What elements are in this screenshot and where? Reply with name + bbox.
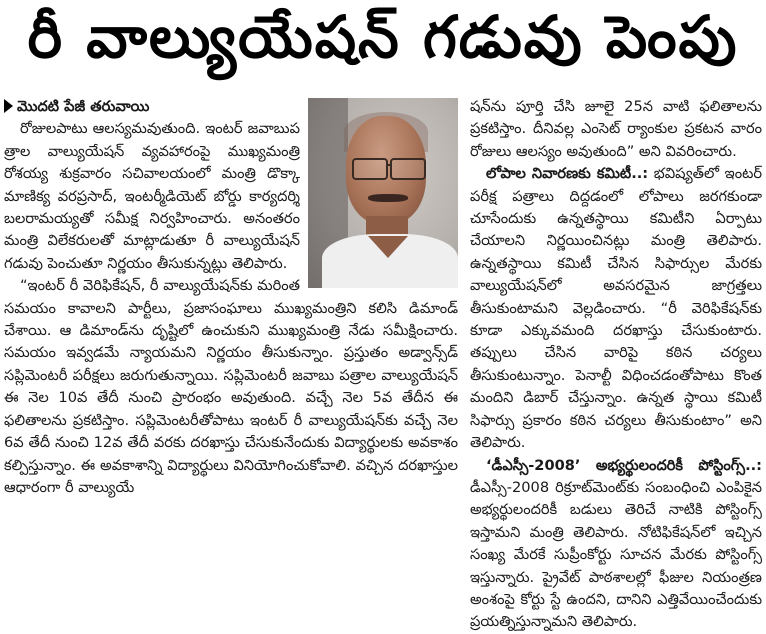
article-left-column bbox=[4, 96, 458, 499]
article-section bbox=[470, 455, 762, 634]
triangle-marker-icon bbox=[4, 99, 13, 113]
headline: రీ వాల్యుయేషన్ గడువు పెంపు bbox=[27, 2, 739, 71]
continued-from-page-one: మొదటి పేజీ తరువాయి bbox=[17, 98, 150, 115]
section-heading: ‘డీఎస్సీ-2008’ అభ్యర్థులందరికీ పోస్టింగ్స్..: bbox=[486, 456, 762, 474]
section-body: డీఎస్సీ-2008 రిక్రూట్‌మెంట్‌కు సంబంధించి ఎంపికైన అభ్యర్థులందరికీ బడులు తెరిచే నాటికి పోస్టింగ్స్ ఇస్తామని మంత్రి తెలిపారు. నోటిఫికేషన్‌లో ఇచ్చిన సంఖ్య మేరకే సుప్రీంకోర్టు సూచన మేరకు పోస్టింగ్స్ ఇస్తున్నారు. ప్రైవేట్ పాఠశాలల్లో ఫీజుల నియంత్రణ అంశంపై కోర్టు స్టే ఉందని, దానిని ఎత్తివేయించేందుకు ప్రయత్నిస్తున్నామని తెలిపారు. bbox=[470, 478, 762, 631]
section-body: భవిష్యత్‌లో ఇంటర్ పరీక్ష పత్రాలు దిద్దడంలో లోపాలు జరగకుండా చూసేందుకు ఉన్నతస్థాయి కమిటీని ఏర్పాటు చేయాలని నిర్ణయించినట్లు మంత్రి తెలిపారు. ఉన్నతస్థాయి కమిటీ చేసిన సిఫార్సుల మేరకు వాల్యుయేషన్‌లో అవసరమైన జాగ్రత్తలు తీసుకుంటామని వెల్లడించారు. “రీ వెరిఫికేషన్‌కు కూడా ఎక్కువమంది దరఖాస్తు చేసుకుంటారు. తప్పులు చేసిన వారిపై కఠిన చర్యలు తీసుకుంటున్నాం. పెనాల్టీ విధించడంతోపాటు కొంత మందిని డిబార్ చేస్తున్నాం. ఉన్నత స్థాయి కమిటీ సిఫార్సు ప్రకారం కఠిన చర్యలు తీసుకుంటాం” అని తెలిపారు. bbox=[470, 165, 763, 452]
article-paragraph: షన్‌ను పూర్తి చేసి జూలై 25న వాటి ఫలితాలను ప్రకటిస్తాం. దీనివల్ల ఎంసెట్ ర్యాంకుల ప్రకటన వారం రోజులు ఆలస్యం అవుతుంది” అని వివరించారు. bbox=[470, 98, 762, 160]
article-paragraph: రోజులపాటు ఆలస్యమవుతుంది. ఇంటర్ జవాబుప త్రాల వాల్యుయేషన్ వ్యవహారంపై ముఖ్యమంత్రి రోశయ్య శుక్రవారం సచివాలయంలో మంత్రి డొక్కా మాణిక్య వరప్రసాద్, ఇంటర్మీడియెట్ బోర్డు కార్యదర్శి బలరామయ్యతో సమీక్ష నిర్వహించారు. అనంతరం మంత్రి విలేకరులతో మాట్లాడుతూ రీ వాల్యుయేషన్ గడువు పెంచుతూ నిర్ణయం తీసుకున్నట్లు తెలిపారు. bbox=[4, 120, 300, 272]
article-section bbox=[470, 163, 762, 454]
article-paragraph: “ఇంటర్ రీ వెరిఫికేషన్, రీ వాల్యుయేషన్‌కు మరింత సమయం కావాలని పార్టీలు, ప్రజాసంఘాలు ముఖ్యమంత్రిని కలిసి డిమాండ్ చేశాయి. ఆ డిమాండ్‌ను దృష్టిలో ఉంచుకుని ముఖ్యమంత్రి నేడు సమీక్షించారు. సమయం ఇవ్వడమే న్యాయమని నిర్ణయం తీసుకున్నాం. ప్రస్తుతం అడ్వాన్స్‌డ్ సప్లిమెంటరీ పరీక్షలు జరుగుతున్నాయి. సప్లిమెంటరీ జవాబు పత్రాల వాల్యుయేషన్ ఈ నెల 10వ తేదీ నుంచి ప్రారంభం అవుతుంది. వచ్చే నెల 5వ తేదీన ఈ ఫలితాలను ప్రకటిస్తాం. సప్లిమెంటరీతోపాటు ఇంటర్ రీ వాల్యుయేషన్‌కు వచ్చే నెల 6వ తేదీ నుంచి 12వ తేదీ వరకు దరఖాస్తు చేసుకునేందుకు విద్యార్థులకు అవకాశం కల్పిస్తున్నాం. ఈ అవకాశాన్ని విద్యార్థులు వినియోగించుకోవాలి. వచ్చిన దరఖాస్తుల ఆధారంగా రీ వాల్యుయే bbox=[4, 277, 458, 496]
minister-photo bbox=[308, 98, 458, 288]
photo-frame bbox=[308, 98, 458, 288]
article-right-column bbox=[470, 96, 762, 634]
section-heading: లోపాల నివారణకు కమిటీ..: bbox=[486, 165, 649, 183]
